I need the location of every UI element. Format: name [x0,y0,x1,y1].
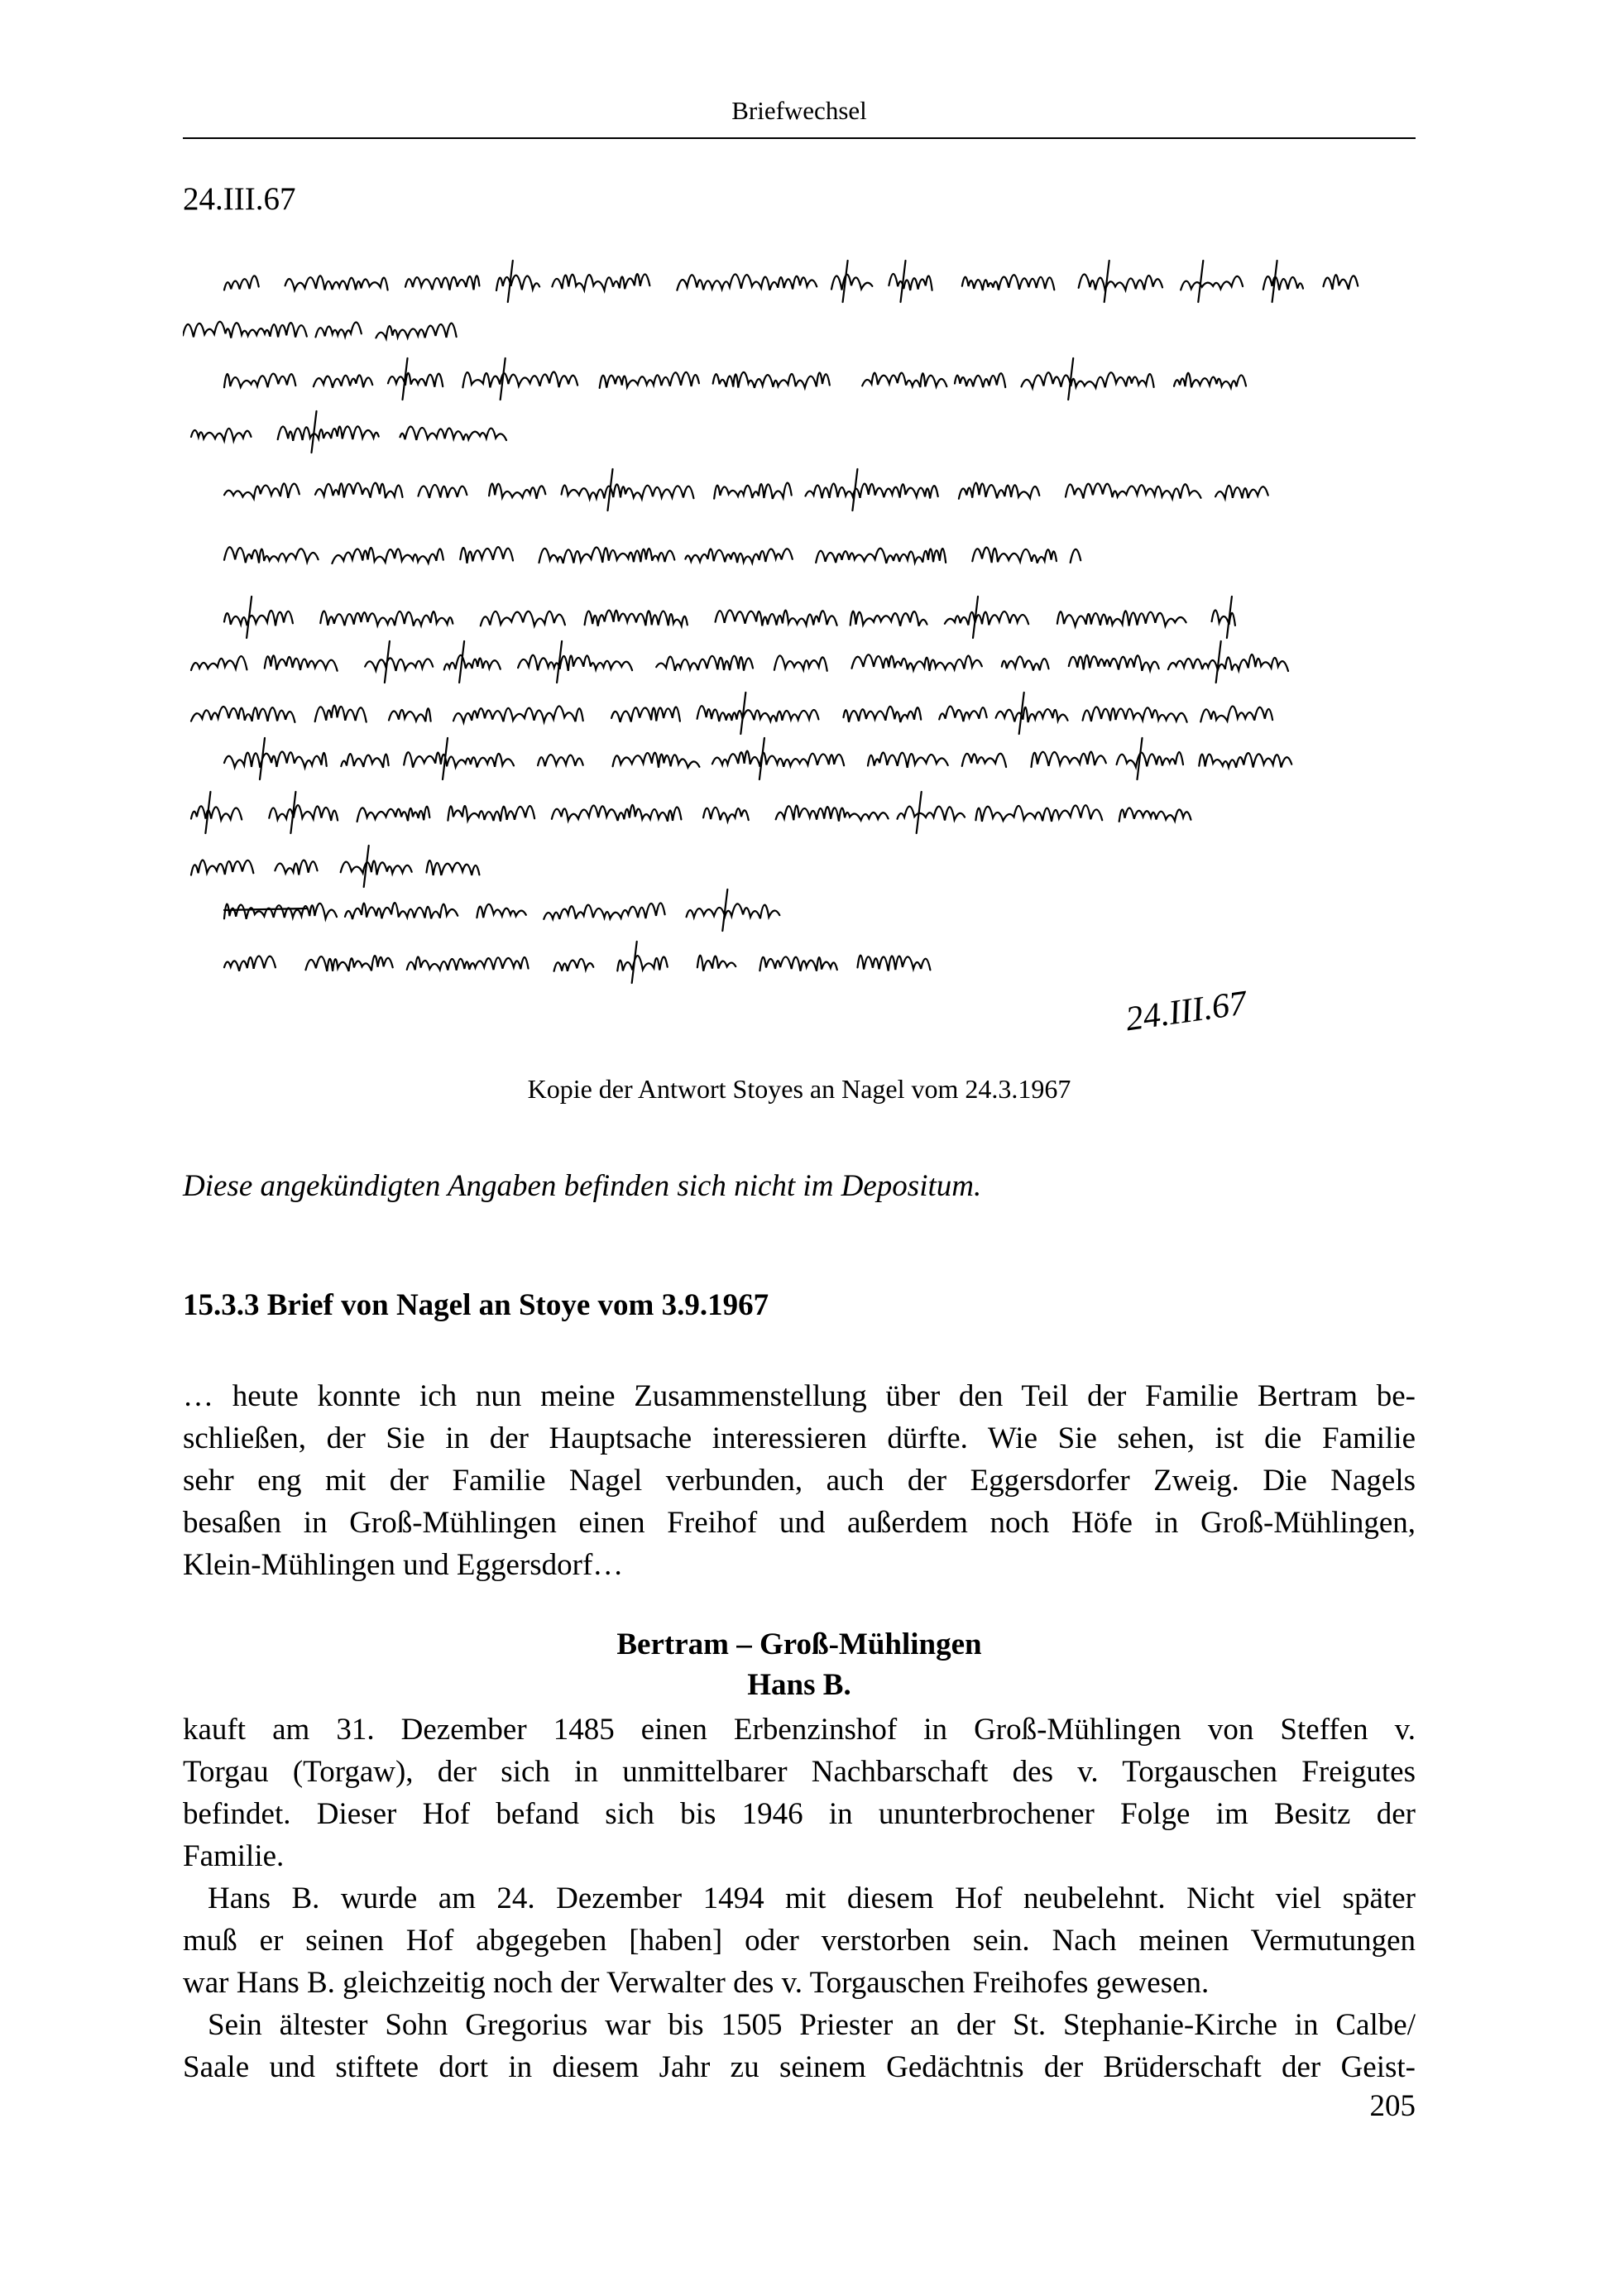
handwritten-word [224,276,259,290]
handwritten-word [1022,358,1154,400]
handwritten-word [1032,752,1106,767]
handwritten-word [489,484,545,499]
handwritten-word [345,903,458,919]
handwritten-word [357,807,430,822]
handwritten-word [1199,753,1291,768]
handwritten-word [1002,656,1049,670]
handwritten-word [448,806,534,822]
handwritten-word [183,322,307,338]
handwritten-word [889,261,932,302]
letter-date: 24.III.67 [183,181,296,217]
handwritten-word [862,373,946,387]
handwritten-word [617,942,667,983]
page-number: 205 [1369,2089,1416,2123]
handwritten-word [712,738,844,779]
handwritten-word [405,276,479,290]
handwritten-word [191,656,247,670]
handwritten-word [1174,373,1246,388]
handwritten-word [1263,261,1303,302]
text-line: Klein-Mühlingen und Eggersdorf… [183,1548,624,1582]
handwritten-word [716,610,837,626]
handwritten-word [191,429,252,441]
handwritten-word [539,548,675,563]
handwritten-word [419,485,467,498]
handwritten-word [453,706,583,721]
handwritten-word [315,706,367,722]
text-line: befindet. Dieser Hof befand sich bis 1946 in ununterbrochener Folge im Besitz der [183,1797,1416,1831]
handwritten-word [224,483,299,498]
handwritten-word [851,611,927,626]
handwritten-word [844,707,922,722]
handwritten-word [959,483,1039,499]
handwritten-word [407,956,529,970]
handwritten-word [224,956,276,971]
handwritten-word [945,597,1028,638]
handwritten-word [939,707,986,721]
handwritten-word [191,860,253,875]
handwritten-word [332,548,443,563]
text-line: kauft am 31. Dezember 1485 einen Erbenzinshof in Groß-Mühlingen von Steffen v. [183,1713,1416,1747]
text-line: Torgau (Torgaw), der sich in unmittelbarer Nachbarschaft des v. Torgauschen Freigutes [183,1755,1416,1789]
handwritten-word [538,755,583,766]
handwritten-word [224,547,319,563]
handwritten-word [1215,486,1268,499]
handwritten-word [962,754,1006,767]
figure-caption: Kopie der Antwort Stoyes an Nagel vom 24.3.1967 [527,1074,1071,1104]
handwritten-word [1119,808,1191,821]
handwritten-word [685,549,792,563]
person-heading: Hans B. [747,1668,851,1702]
handwritten-word [518,641,632,683]
handwritten-word [460,547,513,563]
handwritten-word [341,754,388,768]
handwritten-word [1057,611,1186,626]
text-line: Saale und stiftete dort in diesem Jahr zu seinem Gedächtnis der Brüderschaft der Geist- [183,2050,1416,2084]
handwritten-word [552,274,649,290]
handwritten-word [714,483,792,499]
handwritten-word [306,956,393,971]
handwritten-word [496,261,539,302]
handwritten-word [1079,261,1162,302]
handwritten-word [265,655,338,670]
handwritten-word [1168,641,1288,683]
handwritten-word [224,904,337,919]
text-line: war Hans B. gleichzeitig noch der Verwalter des v. Torgauschen Freihofes gewesen. [183,1966,1210,2000]
handwritten-word [697,956,736,971]
handwritten-letter-image [183,248,1416,1059]
handwritten-word [269,792,338,833]
handwritten-word [481,611,565,626]
paragraph-hans-b [183,1709,1416,2088]
handwritten-word [275,860,317,875]
handwritten-word [1181,261,1243,302]
handwritten-word [774,655,827,670]
handwritten-word [858,956,931,971]
handwritten-word [224,597,293,638]
handwritten-word [427,860,480,875]
strikethrough-mark [224,908,307,910]
handwritten-word [600,372,699,388]
text-line: muß er seinen Hof abgegeben [haben] oder verstorben sein. Nach meinen Vermutungen [183,1924,1416,1958]
handwritten-word [316,323,362,338]
handwritten-word [613,753,700,768]
handwritten-word [341,846,412,887]
handwritten-word [972,548,1057,563]
text-line: schließen, der Sie in der Hauptsache interessieren dürfte. Wie Sie sehen, ist die Familie [183,1421,1416,1455]
handwritten-word [554,959,594,971]
handwritten-word [365,641,433,683]
header-rule [183,137,1416,139]
text-line: Familie. [183,1839,285,1873]
handwritten-word [1117,738,1183,779]
handwritten-word [852,654,982,671]
handwritten-word [955,373,1005,387]
handwritten-word [687,889,780,931]
text-line: Sein ältester Sohn Gregorius war bis 1505 Priester an der St. Stephanie-Kirche in Calbe/ [208,2008,1416,2042]
handwritten-word [806,469,938,510]
handwriting-strokes [183,261,1358,983]
handwritten-word [314,375,372,387]
handwritten-word [898,792,966,833]
handwritten-word [562,469,694,510]
handwritten-word [224,374,295,388]
handwritten-word [191,707,295,722]
handwritten-word [444,641,501,683]
handwritten-word [703,808,749,822]
handwritten-word [1324,275,1358,290]
handwritten-word [552,805,682,822]
handwritten-word [278,411,379,453]
editorial-note: Diese angekündigten Angaben befinden sich nicht im Depositum. [183,1169,982,1203]
handwritten-word [868,753,948,768]
handwritten-word [1212,597,1235,638]
handwritten-word [611,707,680,722]
handwritten-word [388,358,443,400]
handwritten-word [776,806,889,822]
handwritten-word [404,738,514,779]
text-line: sehr eng mit der Familie Nagel verbunden, auch der Eggersdorfer Zweig. Die Nagels [183,1464,1416,1498]
handwritten-word [544,903,664,918]
running-head: Briefwechsel [731,96,867,125]
section-heading: 15.3.3 Brief von Nagel an Stoye vom 3.9.1967 [183,1288,769,1322]
handwritten-word [996,693,1068,734]
handwritten-word [285,276,388,290]
paragraph-intro [183,1375,1416,1586]
handwritten-word [831,261,872,302]
handwritten-word [816,549,946,563]
handwritten-word [975,805,1102,822]
family-heading: Bertram – Groß-Mühlingen [616,1627,982,1661]
handwritten-word [389,708,431,721]
handwritten-word [759,956,836,971]
handwritten-word [477,904,525,918]
handwritten-word [585,611,688,626]
text-line: besaßen in Groß-Mühlingen einen Freihof und außerdem noch Höfe in Groß-Mühlingen, [183,1506,1416,1540]
handwritten-word [1071,549,1081,563]
handwritten-word [962,275,1054,290]
handwritten-word [320,611,453,626]
text-line: … heute konnte ich nun meine Zusammenstellung über den Teil der Familie Bertram be- [183,1379,1416,1413]
handwritten-word [1200,707,1272,722]
handwritten-word [376,324,456,338]
handwritten-word [462,358,577,400]
handwritten-word [1069,655,1159,671]
handwritten-word [400,426,507,440]
handwritten-word [1066,483,1201,498]
handwritten-word [677,274,817,290]
handwritten-word [191,792,242,833]
genealogy-heading [183,1624,1416,1705]
text-line: Hans B. wurde am 24. Dezember 1494 mit diesem Hof neubelehnt. Nicht viel später [208,1881,1416,1915]
handwritten-word [1083,707,1187,721]
handwritten-word [315,483,403,498]
handwritten-word [697,693,819,734]
handwritten-word [656,656,753,671]
handwritten-word [224,738,327,779]
handwritten-word [713,372,830,388]
handwritten-date: 24.III.67 [1123,984,1249,1039]
